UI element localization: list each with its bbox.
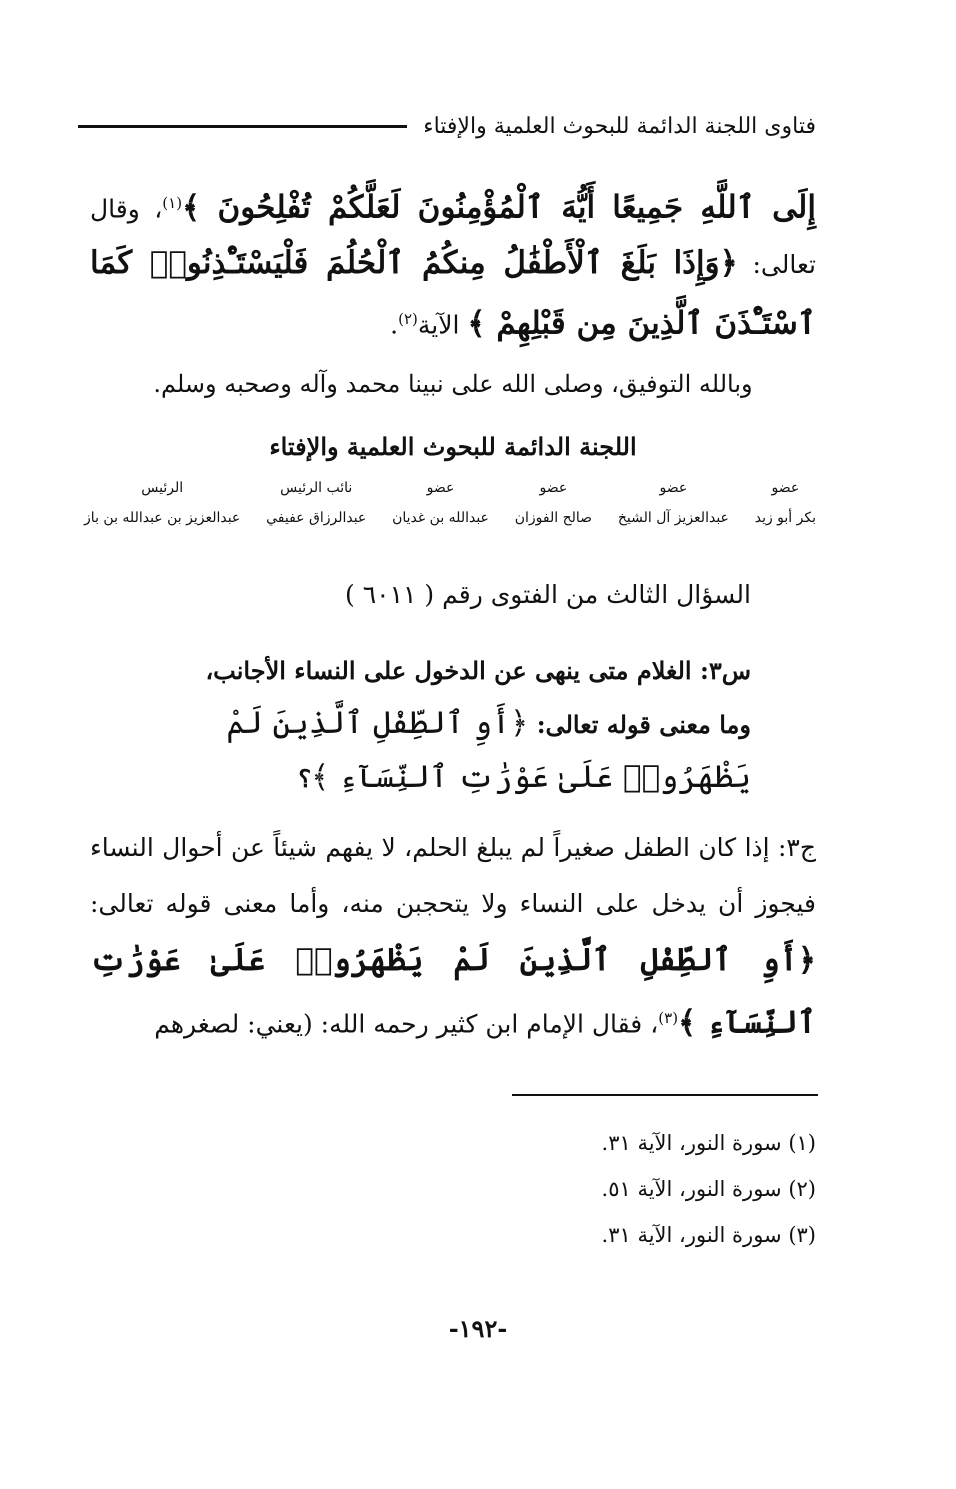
footnote: (٣) سورة النور، الآية ٣١.	[601, 1223, 816, 1247]
footnote-rule	[512, 1094, 818, 1096]
member-name: صالح الفوزان	[514, 510, 593, 526]
question-reference: السؤال الثالث من الفتوى رقم ( ٦٠١١ )	[345, 580, 751, 609]
footnote: (٢) سورة النور، الآية ٥١.	[601, 1177, 816, 1201]
quran-verse: ﴿وَإِذَا بَلَغَ ٱلْأَطْفَٰلُ مِنكُمُ ٱلْحُلُمَ فَلْيَسْتَـْٔذِنُوا۟ كَمَا ٱسْتَـْٔذَنَ ٱلَّذِينَ مِن قَبْلِهِمْ ﴾	[90, 245, 816, 342]
member-role: عضو	[771, 480, 800, 496]
running-header-title: فتاوى اللجنة الدائمة للبحوث العلمية والإفتاء	[423, 113, 816, 139]
running-header	[78, 108, 816, 144]
member-role: الرئيس	[141, 480, 184, 496]
answer-text: ج٣: إذا كان الطفل صغيراً لم يبلغ الحلم، لا يفهم شيئاً عن أحوال النساء فيجوز أن يدخل على النساء ولا يتحجبن منه، وأما معنى قوله تعالى:	[90, 833, 816, 918]
paragraph-quran-verses	[90, 176, 816, 353]
signature-block	[755, 480, 816, 540]
answer-text: ، فقال الإمام ابن كثير رحمه الله: (يعني: لصغرهم	[154, 1009, 659, 1039]
signature-block	[84, 480, 240, 540]
page-number: -١٩٢-	[448, 1314, 508, 1343]
member-role: عضو	[539, 480, 568, 496]
quran-verse: ﴿أَوِ ٱلطِّفْلِ ٱلَّذِينَ لَمْ يَظْهَرُوا۟ عَلَىٰ عَوْرَٰتِ ٱلنِّسَآءِ ﴾	[90, 942, 816, 1041]
member-name: عبدالعزيز بن عبدالله بن باز	[84, 510, 241, 526]
paragraph-text: .	[390, 310, 399, 340]
quran-verse: ﴿أَوِ ٱلطِّفْلِ ٱلَّذِينَ لَمْ يَظْهَرُوا۟ عَلَىٰ عَوْرَٰتِ ٱلنِّسَآءِ ﴾	[226, 705, 751, 795]
footnote-marker: (٢)	[398, 310, 418, 329]
footnote-marker: (١)	[162, 194, 183, 212]
closing-line: وبالله التوفيق، وصلى الله على نبينا محمد وآله وصحبه وسلم.	[153, 370, 753, 398]
quran-verse: إِلَى ٱللَّهِ جَمِيعًا أَيُّهَ ٱلْمُؤْمِنُونَ لَعَلَّكُمْ تُفْلِحُونَ ﴾	[182, 189, 816, 226]
footnote: (١) سورة النور، الآية ٣١.	[601, 1131, 816, 1155]
member-role: نائب الرئيس	[280, 480, 353, 496]
answer-paragraph	[90, 820, 816, 1052]
member-name: عبدالله بن غديان	[392, 510, 489, 526]
question-text: ؟	[298, 764, 312, 793]
member-role: عضو	[426, 480, 455, 496]
question-text: س٣: الغلام متى ينهى عن الدخول على النساء الأجانب، وما معنى قوله تعالى:	[205, 656, 751, 739]
member-name: عبدالرزاق عفيفي	[266, 510, 367, 526]
signature-block	[266, 480, 366, 540]
footnotes	[416, 1120, 816, 1258]
committee-title: اللجنة الدائمة للبحوث العلمية والإفتاء	[269, 432, 637, 461]
signature-block	[515, 480, 592, 540]
committee-signatures	[84, 480, 816, 540]
paragraph-text: الآية	[417, 310, 468, 340]
question-paragraph	[200, 645, 751, 805]
member-role: عضو	[659, 480, 688, 496]
signature-block	[618, 480, 729, 540]
member-name: عبدالعزيز آل الشيخ	[617, 510, 729, 526]
paragraph-text: ، وقال تعالى:	[90, 194, 817, 280]
signature-block	[392, 480, 489, 540]
member-name: بكر أبو زيد	[754, 510, 816, 526]
header-rule	[78, 125, 407, 128]
footnote-marker: (٣)	[658, 1009, 679, 1027]
